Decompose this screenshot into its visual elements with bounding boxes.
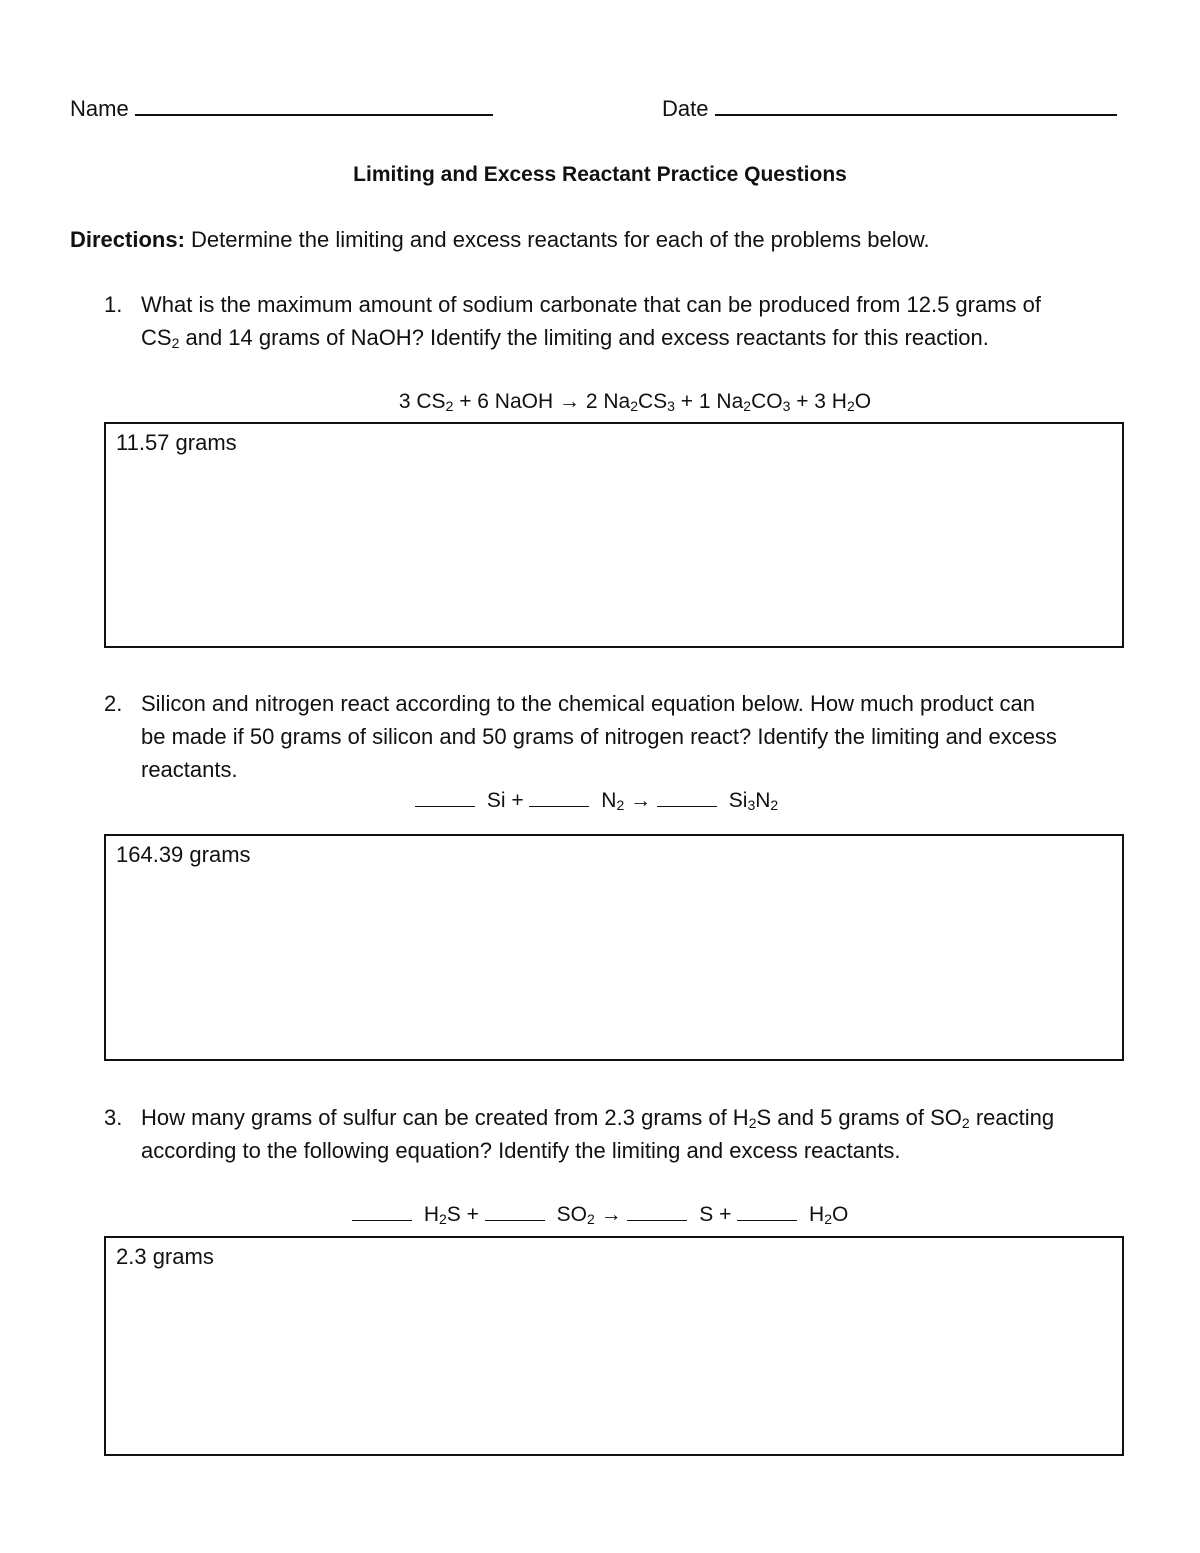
- date-line[interactable]: [715, 94, 1117, 116]
- directions-label: Directions:: [70, 227, 185, 252]
- q1-line2-sub: 2: [171, 335, 180, 351]
- coefficient-blank[interactable]: [485, 1202, 545, 1221]
- eq-sub: 2: [770, 797, 779, 813]
- coefficient-blank[interactable]: [415, 788, 475, 807]
- question-2-line1: Silicon and nitrogen react according to the chemical equation below. How much product can: [141, 691, 1035, 716]
- question-3-equation: [352, 1200, 848, 1230]
- directions-text: Determine the limiting and excess reactants for each of the problems below.: [191, 227, 930, 252]
- eq-part: →: [594, 1203, 628, 1226]
- coefficient-blank[interactable]: [627, 1202, 687, 1221]
- q3-line1-sub1: 2: [748, 1115, 757, 1131]
- page-title: Limiting and Excess Reactant Practice Questions: [353, 163, 847, 186]
- answer-box-2[interactable]: [104, 834, 1124, 1061]
- coefficient-blank[interactable]: [657, 788, 717, 807]
- q3-line1-b: S and 5 grams of SO: [756, 1105, 962, 1130]
- eq-part: + 1 Na: [674, 390, 744, 413]
- eq-part: N: [755, 789, 771, 812]
- answer-2: 164.39 grams: [116, 842, 251, 867]
- eq-sub: 2: [846, 398, 855, 414]
- question-1-line2: [141, 321, 989, 354]
- eq-part: SO: [550, 1203, 587, 1226]
- coefficient-blank[interactable]: [737, 1202, 797, 1221]
- date-label: Date: [662, 96, 709, 121]
- eq-part: + 6 NaOH → 2 Na: [453, 390, 631, 413]
- eq-sub: 2: [630, 398, 638, 414]
- coefficient-blank[interactable]: [352, 1202, 412, 1221]
- question-3-number: 3.: [104, 1105, 123, 1130]
- question-1-line1: What is the maximum amount of sodium carbonate that can be produced from 12.5 grams of: [141, 292, 1042, 317]
- answer-1: 11.57 grams: [116, 430, 237, 455]
- q3-line1-sub2: 2: [961, 1115, 970, 1131]
- eq-sub: 2: [439, 1211, 447, 1227]
- eq-part: Si +: [481, 789, 530, 812]
- eq-part: CO: [751, 390, 783, 413]
- question-3-line2: according to the following equation? Identify the limiting and excess reactants.: [141, 1138, 901, 1163]
- eq-part: CS: [637, 390, 668, 413]
- name-line[interactable]: [135, 94, 493, 116]
- eq-sub: 2: [824, 1211, 832, 1227]
- q1-line2-b: and 14 grams of NaOH? Identify the limiting and excess reactants for this reaction.: [179, 325, 989, 350]
- question-2-number: 2.: [104, 691, 123, 716]
- eq-part: N: [595, 789, 617, 812]
- name-label: Name: [70, 96, 129, 121]
- name-field: [70, 92, 493, 125]
- eq-part: O: [831, 1203, 849, 1226]
- q1-line2-a: CS: [141, 325, 172, 350]
- eq-part: + 3 H: [790, 390, 847, 413]
- question-1-number: 1.: [104, 292, 123, 317]
- eq-part: 3 CS: [398, 390, 446, 413]
- answer-box-3[interactable]: [104, 1236, 1124, 1456]
- eq-sub: 3: [782, 398, 791, 414]
- question-2-line3: reactants.: [141, 757, 238, 782]
- eq-part: H: [803, 1203, 825, 1226]
- eq-sub: 2: [616, 797, 625, 813]
- question-1-equation: [0, 387, 1200, 417]
- eq-part: →: [624, 789, 657, 812]
- eq-part: S +: [693, 1203, 738, 1226]
- eq-sub: 3: [667, 398, 675, 414]
- q3-line1-a: How many grams of sulfur can be created from 2.3 grams of H: [141, 1105, 749, 1130]
- eq-sub: 2: [445, 398, 454, 414]
- question-2-line2: be made if 50 grams of silicon and 50 grams of nitrogen react? Identify the limiting and excess: [141, 724, 1057, 749]
- eq-sub: 3: [747, 797, 756, 813]
- answer-box-1[interactable]: [104, 422, 1124, 648]
- date-field: [662, 92, 1117, 125]
- q3-line1-c: reacting: [969, 1105, 1055, 1130]
- question-2-equation: [415, 786, 778, 816]
- eq-part: O: [854, 390, 872, 413]
- coefficient-blank[interactable]: [529, 788, 589, 807]
- eq-sub: 2: [586, 1211, 595, 1227]
- question-3-line1: [141, 1101, 1054, 1134]
- directions: [70, 223, 930, 256]
- eq-sub: 2: [743, 398, 752, 414]
- eq-part: S +: [446, 1203, 485, 1226]
- eq-part: Si: [722, 789, 748, 812]
- answer-3: 2.3 grams: [116, 1244, 214, 1269]
- eq-part: H: [418, 1203, 439, 1226]
